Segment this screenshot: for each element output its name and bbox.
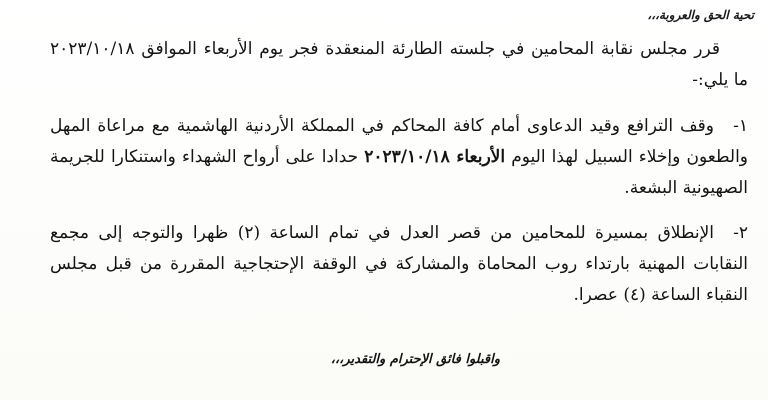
greeting: تحية الحق والعروبة،،،	[647, 8, 754, 22]
closing-line: واقبلوا فائق الإحترام والتقدير،،،	[330, 352, 500, 367]
list-item-text-before: وقف الترافع وقيد الدعاوى أمام كافة المحاكم في المملكة الأردنية الهاشمية مع مراعاة المهل والطعون وإخلاء السبيل لهذا اليوم	[50, 116, 749, 167]
list-item	[50, 218, 748, 311]
list-item-text: الإنطلاق بمسيرة للمحامين من قصر العدل في تمام الساعة (٢) ظهرا والتوجه إلى مجمع النقابات المهنية بارتداء روب المحاماة والمشاركة في الوقفة الإحتجاجية المقررة من قبل مجلس النقباء الساعة (٤) عصرا.	[50, 223, 748, 305]
list-item-number: ٢-	[733, 223, 748, 243]
list-item-number: ١-	[733, 116, 748, 136]
list-item-text-after: حدادا على أرواح الشهداء واستنكارا للجريمة الصهيونية البشعة.	[50, 147, 748, 198]
intro-paragraph: قرر مجلس نقابة المحامين في جلسته الطارئة المنعقدة فجر يوم الأربعاء الموافق ٢٠٢٣/١٠/١٨ ما يلي:-	[50, 39, 748, 90]
list-item-bold-text: الأربعاء ٢٠٢٣/١٠/١٨	[364, 147, 506, 167]
list-item	[50, 111, 748, 204]
